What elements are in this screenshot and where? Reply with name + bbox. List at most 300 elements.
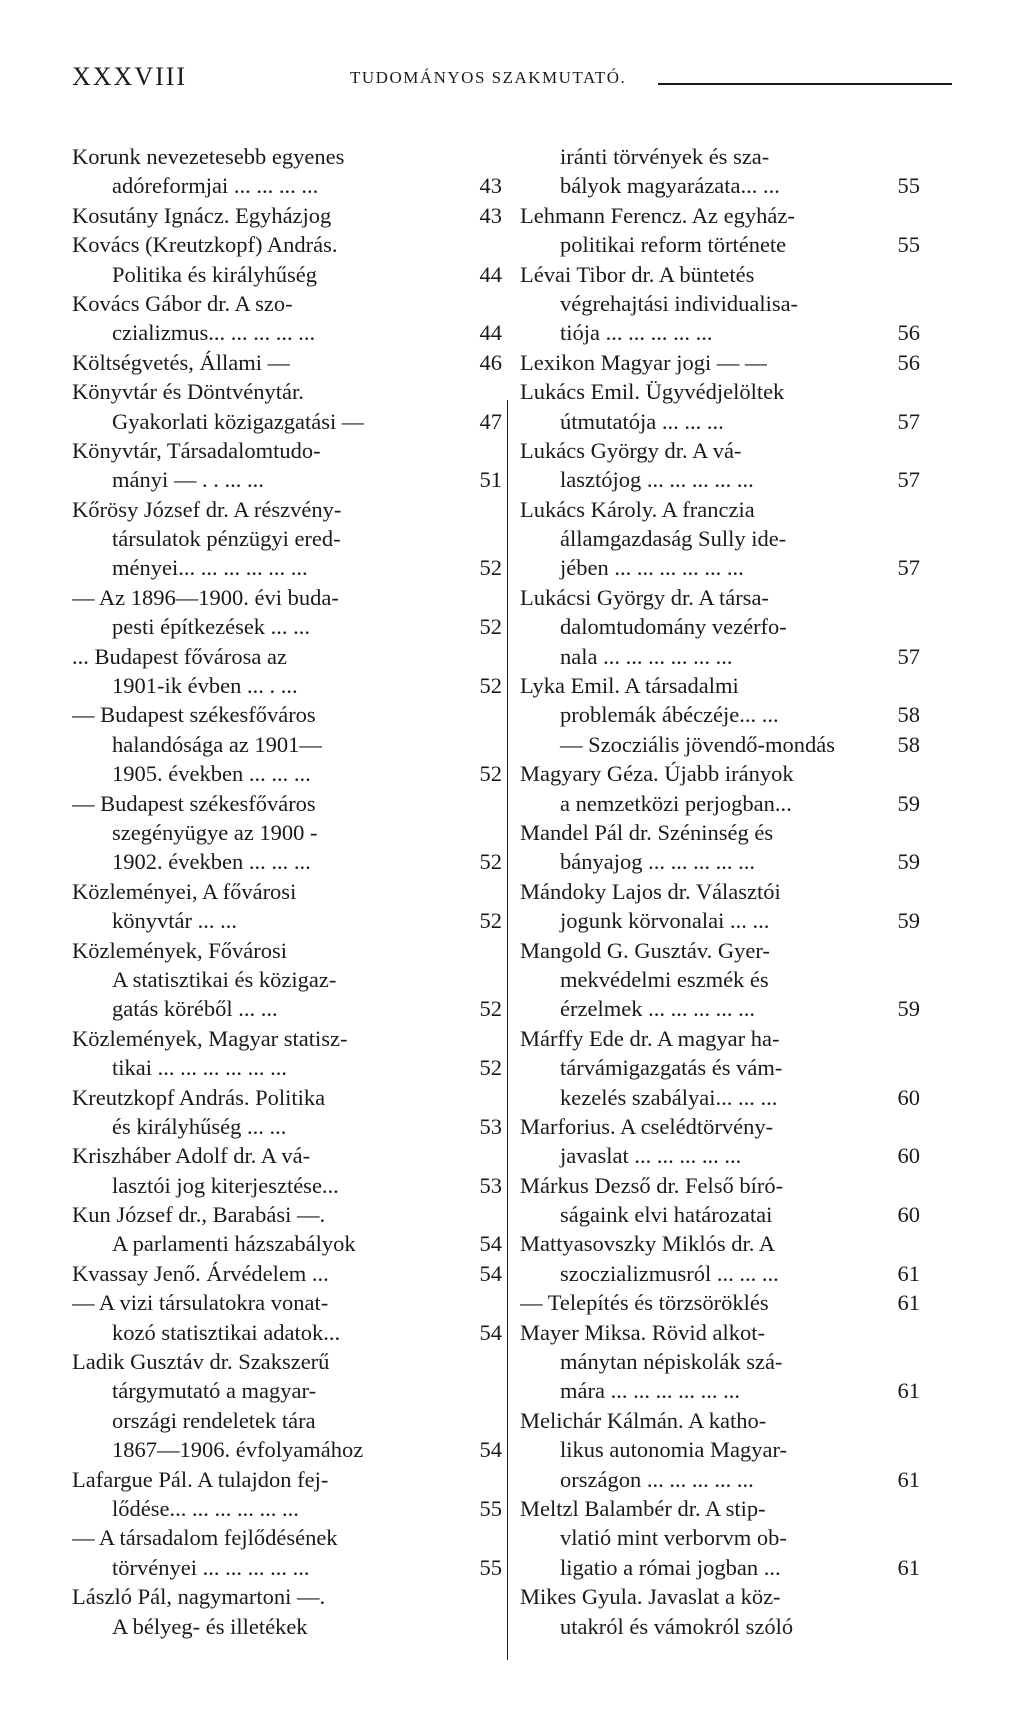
index-line-text: — Budapest székesfőváros [72,790,316,816]
index-line-text: bányajog ... ... ... ... ... [560,849,755,875]
index-line-text: 1905. években ... ... ... [112,761,311,787]
index-entry [72,877,502,936]
index-entry [72,230,502,289]
page-reference: 52 [479,614,502,640]
page-reference: 52 [479,996,502,1022]
index-line [72,1083,502,1112]
index-line [520,407,920,436]
index-line-text: Mándoky Lajos dr. Választói [520,878,781,904]
index-line [520,1112,920,1141]
index-line-spacer [780,192,886,193]
index-line-text: problemák ábéczéje... ... [560,702,779,728]
index-line-spacer [755,516,886,517]
index-line-spacer [798,310,886,311]
page-reference: 55 [479,1554,502,1580]
index-line-spacer [322,751,468,752]
index-line-text: Magyary Géza. Újabb irányok [520,761,794,787]
index-line-text: 1901-ik évben ... . ... [112,673,298,699]
index-line-text: Könyvtár és Döntvénytár. [72,379,304,405]
index-entry [520,1582,920,1641]
index-line [520,1229,920,1258]
index-line-spacer [755,1015,886,1016]
index-line-spacer [765,1339,886,1340]
index-entry [72,201,502,230]
index-line [72,1259,502,1288]
index-line-text: Könyvtár, Társadalomtudo- [72,437,321,463]
page-reference: 59 [897,996,920,1022]
index-line [520,1553,920,1582]
index-entry [520,201,920,260]
page-reference: 56 [897,349,920,375]
index-line-text: Márffy Ede dr. A magyar ha- [520,1025,780,1051]
index-line-text: végrehajtási individualisa- [560,290,799,316]
index-line-spacer [356,1250,468,1251]
index-line-spacer [741,1162,886,1163]
index-line-text: Mikes Gyula. Javaslat a köz- [520,1584,781,1610]
index-entry [520,1171,920,1230]
index-line-text: Kovács Gábor dr. A szo- [72,290,293,316]
page-reference: 44 [479,320,502,346]
index-line-text: Közleményei, A fővárosi [72,878,297,904]
index-entry [520,671,920,730]
index-line [520,524,920,553]
index-line-spacer [316,1427,468,1428]
index-line-text: bályok magyarázata... ... [560,173,780,199]
index-line [72,260,502,289]
index-line-text: adóreformjai ... ... ... ... [112,173,319,199]
index-line-text: Kun József dr., Barabási —. [72,1202,326,1228]
index-line [520,495,920,524]
index-entry [72,1259,502,1288]
index-line-spacer [310,633,468,634]
index-line-spacer [795,222,886,223]
index-line [520,877,920,906]
index-line-spacer [786,545,886,546]
index-line-text: lasztójog ... ... ... ... ... [560,467,754,493]
index-line-spacer [290,369,468,370]
index-line-spacer [318,192,468,193]
index-line-text: államgazdaság Sully ide- [560,526,787,552]
index-line-text: országon ... ... ... ... ... [560,1466,754,1492]
index-line [72,642,502,671]
index-line [520,142,920,171]
index-line [72,289,502,318]
index-line-spacer [780,1045,886,1046]
index-line [520,1465,920,1494]
index-line [520,230,920,259]
index-line-spacer [754,1486,886,1487]
index-line-spacer [287,663,468,664]
index-line-spacer [773,1133,886,1134]
index-line-spacer [773,839,886,840]
index-column-left [72,142,502,1641]
index-line-text: országi rendeletek tára [112,1407,316,1433]
index-line [72,142,502,171]
index-line-text: A statisztikai és közigaz- [112,966,337,992]
index-line-spacer [787,1544,886,1545]
index-line-text: mánytan népiskolák szá- [560,1349,783,1375]
index-line-spacer [769,163,886,164]
index-entry [72,377,502,436]
index-line-text: Melichár Kálmán. A katho- [520,1407,767,1433]
index-entry [72,583,502,642]
index-entry [520,260,920,348]
index-line [72,965,502,994]
page-reference: 52 [479,673,502,699]
index-line-spacer [311,868,468,869]
index-line [520,1494,920,1523]
index-line-spacer [286,1133,468,1134]
index-line-spacer [340,1339,468,1340]
index-line [72,583,502,612]
index-line [520,1347,920,1376]
index-entry [520,1406,920,1494]
index-entry [520,1112,920,1171]
index-line-text: Költségvetés, Állami — [72,349,291,375]
index-line-text: politikai reform története [560,232,787,258]
index-line-text: Kriszháber Adolf dr. A vá- [72,1143,311,1169]
page-reference: 47 [479,408,502,434]
index-line-spacer [315,339,468,340]
index-line-text: likus autonomia Magyar- [560,1437,787,1463]
index-entry [520,877,920,936]
index-line [520,1171,920,1200]
index-line-spacer [781,1603,886,1604]
index-entry [520,1494,920,1582]
index-line [520,1053,920,1082]
index-entry [72,142,502,201]
index-line-text: Lukács György dr. A vá- [520,437,742,463]
index-line-text: Lafargue Pál. A tulajdon fej- [72,1466,329,1492]
index-entry [72,436,502,495]
index-line-spacer [766,1427,886,1428]
index-line [520,994,920,1023]
index-line-spacer [344,163,468,164]
index-line-text: Mangold G. Gusztáv. Gyer- [520,937,770,963]
index-line-text: 1867—1906. évfolyamához [112,1437,364,1463]
index-line-text: A bélyeg- és illetékek [112,1613,308,1639]
index-line [520,847,920,876]
index-line-text: czializmus... ... ... ... ... [112,320,316,346]
index-line [520,1200,920,1229]
index-line-spacer [287,1074,468,1075]
index-line [520,289,920,318]
page-header [72,62,952,96]
index-line-text: Kőrösy József dr. A részvény- [72,496,342,522]
index-line-spacer [325,1603,468,1604]
index-line-text: lasztói jog kiterjesztése... [112,1172,339,1198]
index-line-spacer [740,1397,886,1398]
index-line-spacer [338,251,468,252]
index-line-spacer [363,1456,468,1457]
index-line-text: Politika és királyhűség [112,261,317,287]
page-reference: 60 [897,1202,920,1228]
index-entry [520,377,920,436]
index-line-spacer [278,1015,468,1016]
page-reference: 55 [479,1495,502,1521]
index-line-spacer [783,1192,886,1193]
page-reference: 59 [897,908,920,934]
index-line-spacer [775,1250,886,1251]
index-line [520,730,920,759]
index-line-spacer [328,1309,468,1310]
index-column-right [520,142,920,1641]
index-line-text: útmutatója ... ... ... [560,408,724,434]
index-entry [520,818,920,877]
index-line-spacer [769,927,886,928]
page-reference: 53 [479,1172,502,1198]
index-line-text: A parlamenti házszabályok [112,1231,356,1257]
index-line [72,377,502,406]
index-line-spacer [348,1045,468,1046]
index-line [520,906,920,935]
index-line-text: Mayer Miksa. Rövid alkot- [520,1319,765,1345]
page-number: XXXVIII [72,62,188,91]
index-line [72,1582,502,1611]
page-reference: 51 [479,467,502,493]
index-line-spacer [755,868,886,869]
index-line-spacer [835,751,886,752]
index-line-text: ságaink elvi határozatai [560,1202,773,1228]
index-line-text: ... Budapest fővárosa az [72,643,287,669]
index-line-text: ményei... ... ... ... ... ... [112,555,308,581]
index-line [72,818,502,847]
index-line-text: társulatok pénzügyi ered- [112,526,341,552]
index-line-spacer [781,1574,886,1575]
page-reference: 59 [897,790,920,816]
index-line-spacer [264,486,468,487]
index-line [72,994,502,1023]
page-reference: 52 [479,555,502,581]
page-reference: 43 [479,173,502,199]
index-line [520,348,920,377]
index-line-spacer [732,663,886,664]
index-line-spacer [779,1280,886,1281]
index-line-spacer [321,457,468,458]
index-line [520,318,920,347]
index-line [72,906,502,935]
page-reference: 54 [479,1231,502,1257]
index-line-text: tárgymutató a magyar- [112,1378,317,1404]
index-line [72,671,502,700]
index-line-text: a nemzetközi perjogban... [560,790,792,816]
index-line [72,1435,502,1464]
index-line [72,1288,502,1317]
index-line [72,436,502,465]
index-line [72,524,502,553]
index-line-text: kezelés szabályai... ... ... [560,1084,778,1110]
index-line-text: — Budapest székesfőváros [72,702,316,728]
index-line-spacer [296,898,468,899]
index-line-spacer [339,604,468,605]
index-line [520,1259,920,1288]
index-line-spacer [786,251,886,252]
index-line-spacer [287,957,468,958]
index-line [72,759,502,788]
page-reference: 43 [479,202,502,228]
page-reference: 61 [897,1260,920,1286]
page-reference: 54 [479,1260,502,1286]
index-line-text: Lévai Tibor dr. A büntetés [520,261,755,287]
index-line-spacer [317,281,468,282]
index-line-text: iránti törvények és sza- [560,144,770,169]
running-title: TUDOMÁNYOS SZAKMUTATÓ. [350,68,627,87]
page-reference: 60 [897,1084,920,1110]
index-line [72,1494,502,1523]
index-line-spacer [325,1104,468,1105]
index-line [520,583,920,612]
index-line [72,1612,502,1641]
index-line [72,1112,502,1141]
page-reference: 57 [897,555,920,581]
index-line [520,465,920,494]
index-entry [72,1523,502,1582]
index-entry [72,1465,502,1524]
index-line [520,936,920,965]
index-line-spacer [724,428,886,429]
index-line [72,1053,502,1082]
index-line [72,612,502,641]
page-reference: 57 [897,467,920,493]
index-line [72,936,502,965]
index-line [72,730,502,759]
column-divider [507,400,508,1660]
index-line [520,1582,920,1611]
index-line [520,1612,920,1641]
index-line-spacer [308,1633,468,1634]
index-line [72,1406,502,1435]
index-line-text: Ladik Gusztáv dr. Szakszerű [72,1349,330,1375]
index-line-spacer [299,1515,468,1516]
index-line-text: mára ... ... ... ... ... ... [560,1378,740,1404]
index-line-text: — A vizi társulatokra vonat- [72,1290,329,1316]
index-line-spacer [341,516,468,517]
index-line [520,1024,920,1053]
index-line-text: Meltzl Balambér dr. A stip- [520,1495,766,1521]
index-line-spacer [329,1368,468,1369]
page-reference: 53 [479,1113,502,1139]
index-line [520,789,920,818]
index-line [72,1523,502,1552]
index-line [72,348,502,377]
index-line-spacer [298,692,468,693]
index-line-text: lődése... ... ... ... ... ... [112,1495,299,1521]
index-line-text: Márkus Dezső dr. Felső bíró- [520,1172,784,1198]
index-line-text: könyvtár ... ... [112,908,237,934]
index-line-spacer [782,1368,886,1369]
page-reference: 61 [897,1466,920,1492]
index-line-spacer [781,898,886,899]
index-line-text: Marforius. A cselédtörvény- [520,1113,774,1139]
index-line-text: mányi — . . ... ... [112,467,264,493]
index-line [72,700,502,729]
index-line-spacer [744,574,886,575]
index-line-spacer [237,927,468,928]
index-line [520,1406,920,1435]
index-line-spacer [341,545,468,546]
index-entry [72,789,502,877]
index-entry [72,289,502,348]
index-line-text: Gyakorlati közigazgatási — [112,408,365,434]
index-line-spacer [364,428,468,429]
page-reference: 59 [897,849,920,875]
index-line-text: utakról és vámokról szóló [560,1613,794,1639]
index-line-spacer [782,1074,886,1075]
index-line [72,1024,502,1053]
page-reference: 58 [897,731,920,757]
index-line [72,171,502,200]
index-line [520,1318,920,1347]
index-line [72,1347,502,1376]
index-line-text: ligatio a római jogban ... [560,1554,781,1580]
index-line [520,1435,920,1464]
index-line [72,1200,502,1229]
index-line-spacer [310,1162,468,1163]
index-line-spacer [316,721,468,722]
index-line-text: — Szocziális jövendő-mondás [560,731,835,757]
index-line-spacer [713,339,887,340]
index-line-text: Lukácsi György dr. A társa- [520,584,769,610]
index-line [72,1171,502,1200]
index-line [72,495,502,524]
index-entry [520,495,920,583]
index-line-text: Lukács Károly. A franczia [520,496,755,522]
index-line [520,700,920,729]
index-line-text: javaslat ... ... ... ... ... [560,1143,742,1169]
page-reference: 55 [897,173,920,199]
index-line-text: jogunk körvonalai ... ... [560,908,770,934]
index-line [520,377,920,406]
index-line-text: és királyhűség ... ... [112,1113,287,1139]
index-line-spacer [338,1544,468,1545]
index-line-spacer [754,281,886,282]
index-line-text: Mattyasovszky Miklós dr. A [520,1231,776,1257]
index-line [520,553,920,582]
index-line [520,612,920,641]
index-entry [520,1288,920,1317]
index-line [520,260,920,289]
index-line [520,1376,920,1405]
index-entry [520,1024,920,1112]
index-line-text: Korunk nevezetesebb egyenes [72,144,345,169]
index-line-spacer [739,692,886,693]
index-entry [72,700,502,788]
index-line-spacer [787,1456,886,1457]
index-entry [72,1141,502,1200]
header-rule [658,83,952,85]
index-line-spacer [784,398,886,399]
index-line-spacer [328,1486,468,1487]
index-line [520,436,920,465]
index-line-text: nala ... ... ... ... ... ... [560,643,733,669]
index-line [72,1318,502,1347]
index-line-spacer [777,1104,886,1105]
index-line-text: Lehmann Ferencz. Az egyház- [520,202,795,228]
index-line-spacer [770,957,886,958]
index-line-spacer [293,310,468,311]
index-line [520,965,920,994]
index-line-spacer [769,604,886,605]
index-line-text: Lukács Emil. Ügyvédjelöltek [520,379,785,405]
page-reference: 54 [479,1437,502,1463]
index-entry [72,495,502,583]
index-line [520,642,920,671]
index-line-spacer [769,1309,886,1310]
index-line [72,1465,502,1494]
index-entry [72,1347,502,1465]
index-line [72,465,502,494]
index-line-spacer [767,369,886,370]
